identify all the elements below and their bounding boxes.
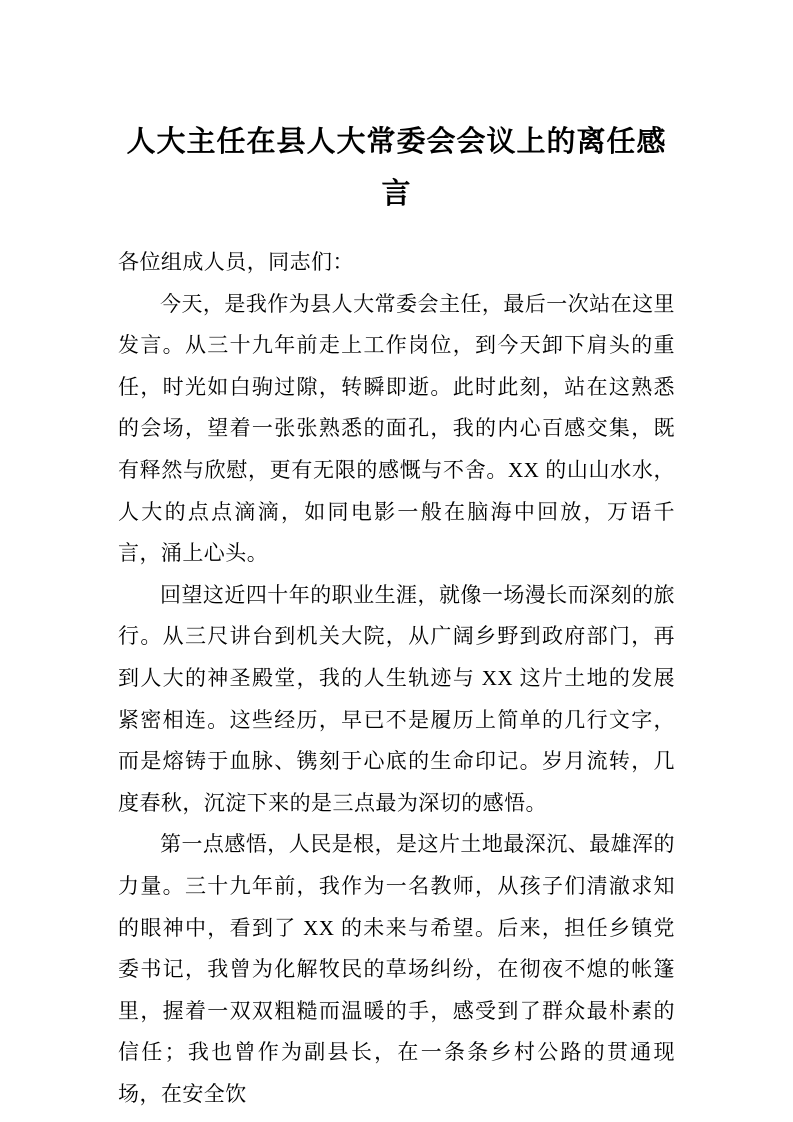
body-paragraph-2: 回望这近四十年的职业生涯，就像一场漫长而深刻的旅行。从三尺讲台到机关大院，从广阔乡野到政府部门，再到人大的神圣殿堂，我的人生轨迹与 XX 这片土地的发展紧密相连。这些经历，早已不是履历上简单的几行文字，而是熔铸于血脉、镌刻于心底的生命印记。岁月流转，几度春秋，沉淀下来的是三点最为深切的感悟。 (118, 582, 675, 815)
body-paragraph-3: 第一点感悟，人民是根，是这片土地最深沉、最雄浑的力量。三十九年前，我作为一名教师，从孩子们清澈求知的眼神中，看到了 XX 的未来与希望。后来，担任乡镇党委书记，我曾为化解牧民的草场纠纷，在彻夜不熄的帐篷里，握着一双双粗糙而温暖的手，感受到了群众最朴素的信任；我也曾作为副县长，在一条条乡村公路的贯通现场，在安全饮 (118, 832, 675, 1106)
salutation-line: 各位组成人员，同志们： (118, 250, 354, 274)
document-title: 人大主任在县人大常委会会议上的离任感言 (126, 126, 667, 210)
body-paragraph-1: 今天，是我作为县人大常委会主任，最后一次站在这里发言。从三十九年前走上工作岗位，到今天卸下肩头的重任，时光如白驹过隙，转瞬即逝。此时此刻，站在这熟悉的会场，望着一张张熟悉的面孔，我的内心百感交集，既有释然与欣慰，更有无限的感慨与不舍。XX 的山山水水，人大的点点滴滴，如同电影一般在脑海中回放，万语千言，涌上心头。 (118, 291, 675, 566)
